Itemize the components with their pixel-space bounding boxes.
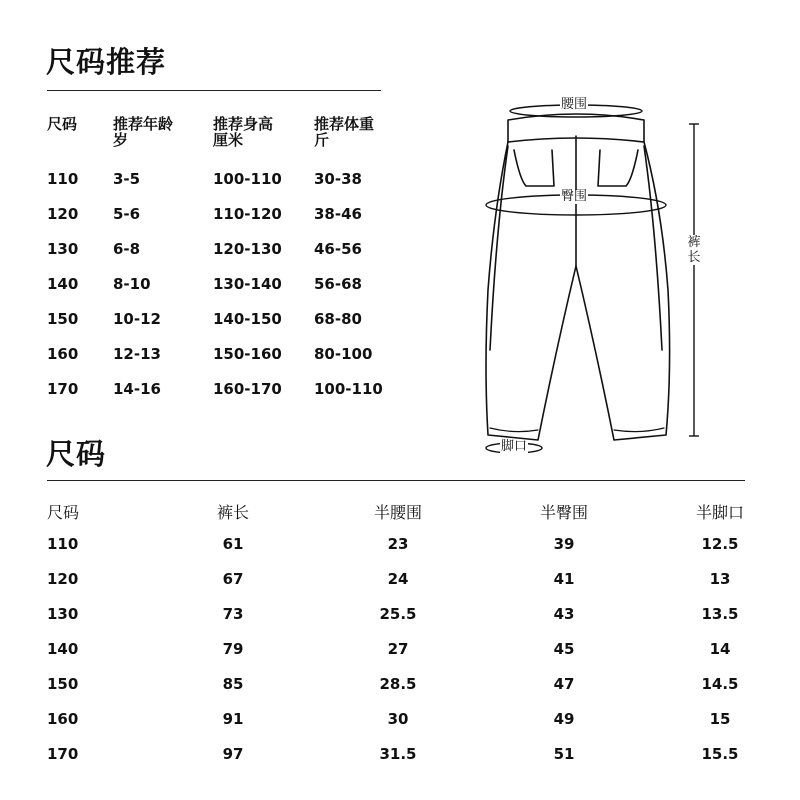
recommend-cell-age: 10-12 xyxy=(113,310,161,328)
size-cell-hem: 14.5 xyxy=(701,675,739,693)
size-cell-size: 120 xyxy=(47,570,79,588)
size-cell-hip: 45 xyxy=(553,640,575,658)
recommend-cell-size: 160 xyxy=(47,345,79,363)
size-row xyxy=(47,710,747,740)
size-cell-hem: 12.5 xyxy=(701,535,739,553)
recommend-row xyxy=(47,170,407,200)
recommend-row xyxy=(47,240,407,270)
recommend-cell-age: 12-13 xyxy=(113,345,161,363)
recommend-row xyxy=(47,205,407,235)
recommend-cell-size: 150 xyxy=(47,310,79,328)
size-cell-hem: 13 xyxy=(709,570,731,588)
size-header-waist: 半腰围 xyxy=(373,503,422,522)
size-cell-hip: 47 xyxy=(553,675,575,693)
recommend-cell-age: 3-5 xyxy=(113,170,141,188)
recommend-cell-size: 120 xyxy=(47,205,79,223)
recommend-header-height: 推荐身高 厘米 xyxy=(213,115,274,149)
waist-label: 腰围 xyxy=(561,97,588,112)
size-cell-hem: 14 xyxy=(709,640,731,658)
size-cell-size: 130 xyxy=(47,605,79,623)
size-cell-hem: 15 xyxy=(709,710,731,728)
recommend-title-divider xyxy=(47,90,381,91)
recommend-cell-weight: 68-80 xyxy=(314,310,362,328)
recommend-cell-weight: 80-100 xyxy=(314,345,373,363)
recommend-cell-age: 14-16 xyxy=(113,380,161,398)
hem-label: 脚口 xyxy=(501,439,528,454)
size-row xyxy=(47,640,747,670)
recommend-cell-height: 100-110 xyxy=(213,170,282,188)
size-cell-size: 160 xyxy=(47,710,79,728)
recommend-cell-size: 170 xyxy=(47,380,79,398)
recommend-cell-age: 5-6 xyxy=(113,205,141,223)
recommend-row xyxy=(47,345,407,375)
size-cell-size: 140 xyxy=(47,640,79,658)
size-cell-waist: 23 xyxy=(387,535,409,553)
size-cell-length: 85 xyxy=(222,675,244,693)
size-row xyxy=(47,535,747,565)
recommend-header-row xyxy=(47,115,407,149)
size-cell-hem: 13.5 xyxy=(701,605,739,623)
size-cell-length: 91 xyxy=(222,710,244,728)
size-header-hem: 半脚口 xyxy=(695,503,744,522)
recommend-row xyxy=(47,275,407,305)
size-header-row xyxy=(47,500,747,530)
size-title: 尺码 xyxy=(46,437,107,471)
size-cell-hip: 43 xyxy=(553,605,575,623)
recommend-cell-age: 8-10 xyxy=(113,275,151,293)
recommend-cell-height: 150-160 xyxy=(213,345,282,363)
size-cell-hip: 41 xyxy=(553,570,575,588)
size-header-size: 尺码 xyxy=(47,503,80,522)
size-row xyxy=(47,675,747,705)
size-cell-waist: 25.5 xyxy=(379,605,417,623)
recommend-header-age: 推荐年龄 岁 xyxy=(113,115,174,149)
size-cell-waist: 27 xyxy=(387,640,409,658)
recommend-cell-weight: 46-56 xyxy=(314,240,362,258)
size-cell-size: 150 xyxy=(47,675,79,693)
recommend-header-weight: 推荐体重 斤 xyxy=(314,115,375,149)
recommend-cell-weight: 56-68 xyxy=(314,275,362,293)
size-cell-length: 67 xyxy=(222,570,244,588)
recommend-cell-height: 140-150 xyxy=(213,310,282,328)
size-title-divider xyxy=(47,480,745,481)
recommend-cell-size: 130 xyxy=(47,240,79,258)
size-header-length: 裤长 xyxy=(216,503,249,522)
recommend-cell-weight: 38-46 xyxy=(314,205,362,223)
recommend-cell-size: 110 xyxy=(47,170,79,188)
size-cell-waist: 31.5 xyxy=(379,745,417,763)
pants-illustration xyxy=(468,90,708,460)
recommend-row xyxy=(47,380,407,410)
size-cell-length: 61 xyxy=(222,535,244,553)
recommend-cell-age: 6-8 xyxy=(113,240,141,258)
recommend-cell-weight: 30-38 xyxy=(314,170,362,188)
size-cell-length: 73 xyxy=(222,605,244,623)
size-cell-waist: 28.5 xyxy=(379,675,417,693)
size-cell-hem: 15.5 xyxy=(701,745,739,763)
size-cell-hip: 51 xyxy=(553,745,575,763)
size-row xyxy=(47,605,747,635)
size-cell-size: 110 xyxy=(47,535,79,553)
size-cell-waist: 24 xyxy=(387,570,409,588)
size-header-hip: 半臀围 xyxy=(539,503,588,522)
size-row xyxy=(47,745,747,775)
recommend-cell-height: 160-170 xyxy=(213,380,282,398)
size-cell-hip: 49 xyxy=(553,710,575,728)
hip-label: 臀围 xyxy=(561,189,588,204)
length-label: 裤长 xyxy=(687,235,701,265)
size-cell-size: 170 xyxy=(47,745,79,763)
size-cell-waist: 30 xyxy=(387,710,409,728)
size-cell-length: 97 xyxy=(222,745,244,763)
recommend-title: 尺码推荐 xyxy=(46,45,167,79)
recommend-cell-height: 120-130 xyxy=(213,240,282,258)
recommend-cell-size: 140 xyxy=(47,275,79,293)
recommend-header-size: 尺码 xyxy=(47,115,78,133)
size-cell-hip: 39 xyxy=(553,535,575,553)
recommend-cell-height: 130-140 xyxy=(213,275,282,293)
size-row xyxy=(47,570,747,600)
pants-diagram xyxy=(468,90,708,460)
recommend-row xyxy=(47,310,407,340)
size-cell-length: 79 xyxy=(222,640,244,658)
recommend-cell-height: 110-120 xyxy=(213,205,282,223)
recommend-cell-weight: 100-110 xyxy=(314,380,383,398)
